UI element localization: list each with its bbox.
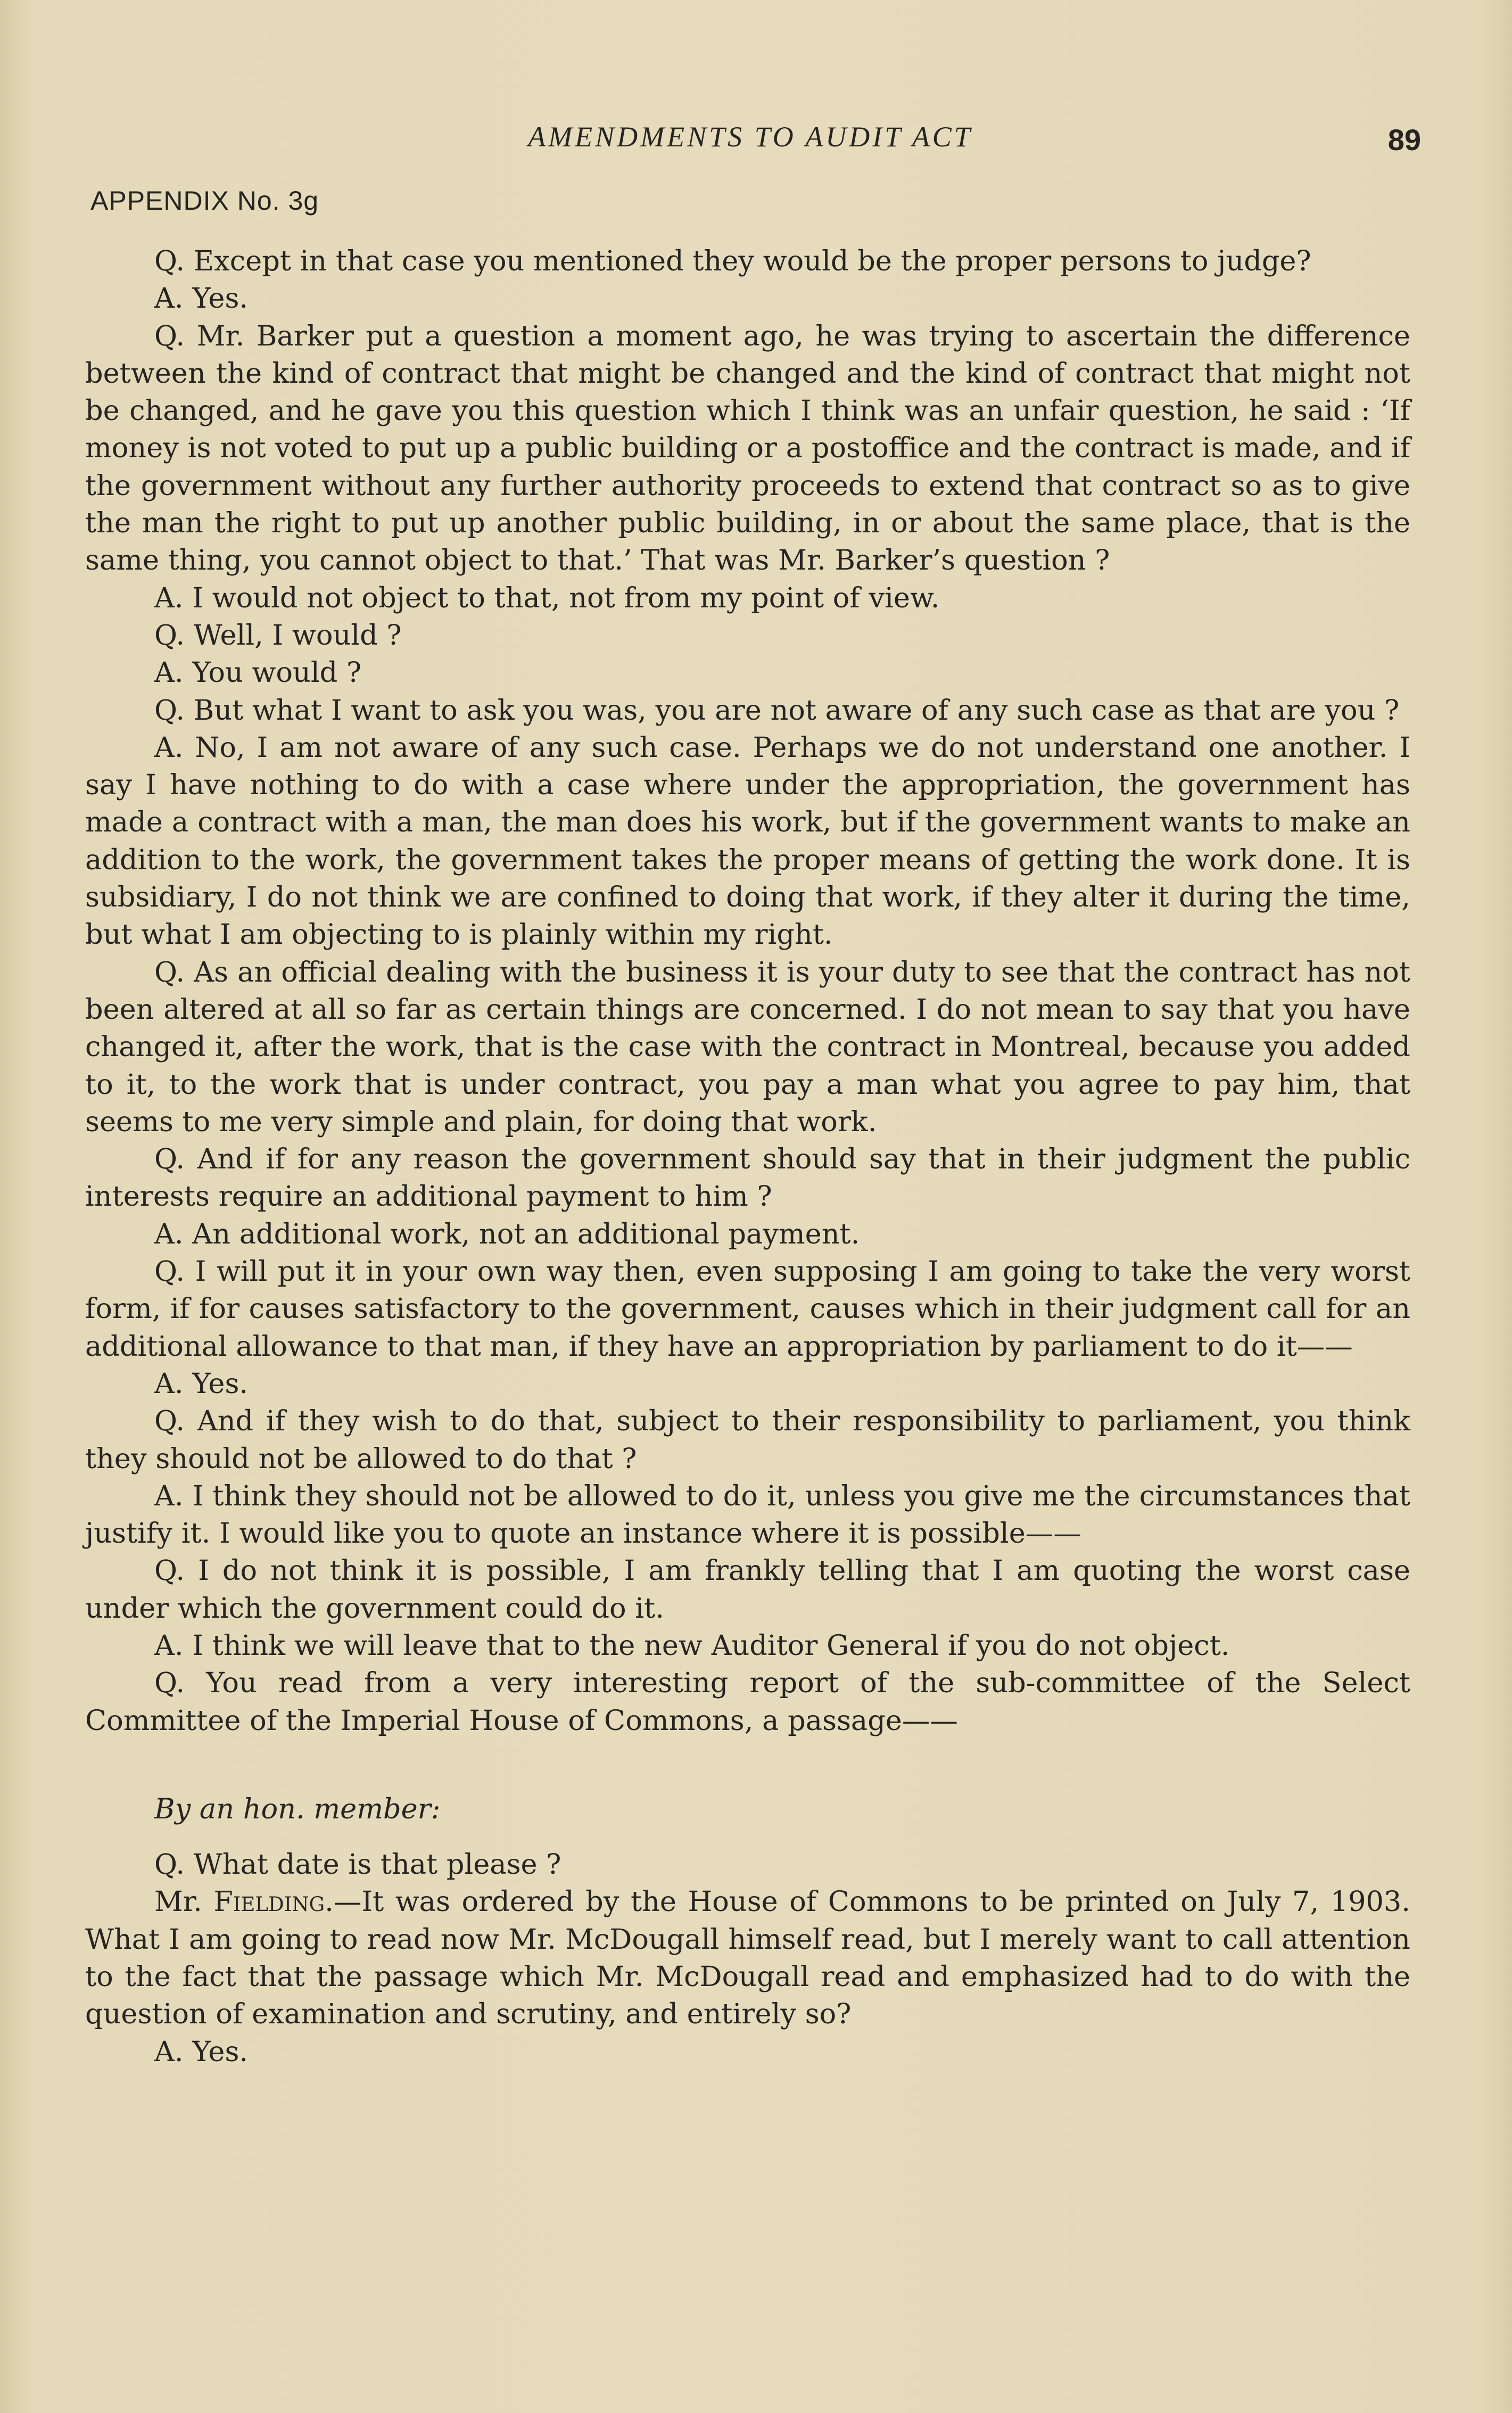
paragraph: Q. Except in that case you mentioned they would be the proper persons to judge? bbox=[154, 245, 1311, 277]
running-header bbox=[80, 116, 1421, 164]
paragraph: A. I think they should not be allowed to do it, unless you give me the circumstances that justify it. I would like you to quote an instance where it is possible—— bbox=[85, 1479, 1410, 1550]
speaker-text: .—It was ordered by the House of Commons to be printed on July 7, 1903. What I am going to read now Mr. McDougall himself read, but I merely want to call attention to the fact that the passage which Mr. McDougall read and emphasized had to do with the question of examination and scrutiny, and entirely so? bbox=[85, 1885, 1410, 2031]
running-title: AMENDMENTS TO AUDIT ACT bbox=[528, 121, 973, 153]
paragraph: Q. And if they wish to do that, subject to their responsibility to parliament, you think they should not be allowed to do that ? bbox=[85, 1405, 1410, 1475]
speaker-name: Fielding bbox=[213, 1885, 325, 1918]
paragraph: Q. But what I want to ask you was, you are not aware of any such case as that are you ? bbox=[154, 694, 1400, 727]
paragraph: A. Yes. bbox=[154, 282, 249, 315]
fielding-paragraph bbox=[85, 1883, 1410, 2033]
paragraph: Q. And if for any reason the government should say that in their judgment the public interests require an additional payment to him ? bbox=[85, 1143, 1410, 1213]
speaker-heading: By an hon. member: bbox=[154, 1792, 441, 1825]
paragraph: Q. Mr. Barker put a question a moment ago, he was trying to ascertain the difference between the kind of contract that might be changed and the kind of contract that might not be changed, and he gave you this question which I think was an unfair question, he said : ‘If money is not voted to put up a public building or a postoffice and the contract is made, and if the government without any further authority proceeds to extend that contract so as to give the man the right to put up another public building, in or about the same place, that is the same thing, you cannot object to that.’ That was Mr. Barker’s question ? bbox=[85, 319, 1410, 577]
transcript-body bbox=[85, 243, 1410, 2071]
paragraph: A. Yes. bbox=[154, 1367, 249, 1400]
speaker-prefix: Mr. bbox=[154, 1885, 214, 1918]
paragraph: A. An additional work, not an additional payment. bbox=[154, 1217, 860, 1250]
paragraph: A. Yes. bbox=[154, 2035, 249, 2068]
paragraph: A. No, I am not aware of any such case. Perhaps we do not understand one another. I say I have nothing to do with a case where under the appropriation, the government has made a contract with a man, the man does his work, but if the government wants to make an addition to the work, the government takes the proper means of getting the work done. It is subsidiary, I do not think we are confined to doing that work, if they alter it during the time, but what I am objecting to is plainly within my right. bbox=[85, 731, 1410, 951]
paragraph: A. I would not object to that, not from my point of view. bbox=[154, 581, 940, 614]
paragraph: Q. What date is that please ? bbox=[154, 1848, 561, 1881]
paragraph: Q. You read from a very interesting report of the sub-committee of the Select Committee of the Imperial House of Commons, a passage—— bbox=[85, 1667, 1410, 1737]
paragraph: A. You would ? bbox=[154, 656, 362, 689]
paragraph: A. I think we will leave that to the new Auditor General if you do not object. bbox=[154, 1629, 1230, 1662]
paragraph: Q. I do not think it is possible, I am frankly telling that I am quoting the worst case under which the government could do it. bbox=[85, 1554, 1410, 1625]
paragraph: Q. As an official dealing with the business it is your duty to see that the contract has not been altered at all so far as certain things are concerned. I do not mean to say that you have changed it, after the work, that is the case with the contract in Montreal, because you added to it, to the work that is under contract, you pay a man what you agree to pay him, that seems to me very simple and plain, for doing that work. bbox=[85, 956, 1410, 1138]
page-number: 89 bbox=[1387, 123, 1421, 157]
paragraph: Q. I will put it in your own way then, even supposing I am going to take the very worst form, if for causes satisfactory to the government, causes which in their judgment call for an additional allowance to that man, if they have an appropriation by parliament to do it—— bbox=[85, 1255, 1410, 1363]
paragraph: Q. Well, I would ? bbox=[154, 619, 402, 652]
appendix-label: APPENDIX No. 3g bbox=[90, 186, 319, 216]
